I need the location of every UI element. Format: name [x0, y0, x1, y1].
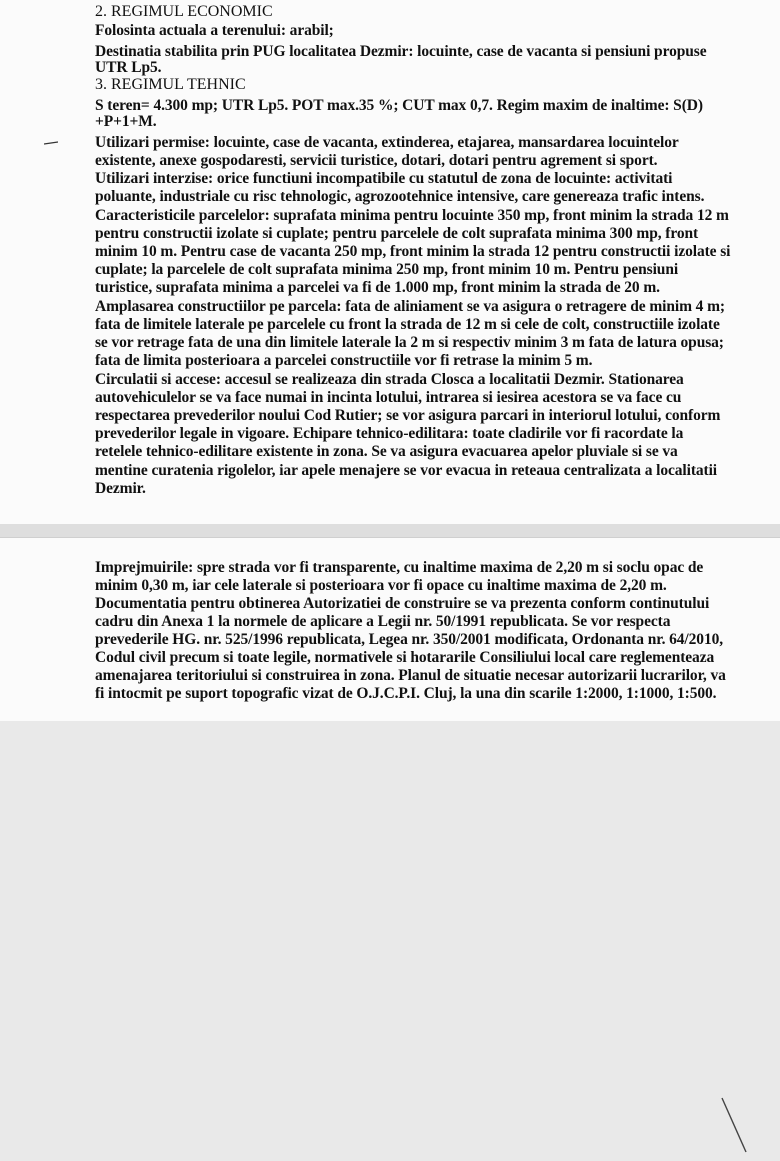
text-line: mentine curatenia rigolelor, iar apele menajere se vor evacua in reteaua centralizata a localitatii [95, 462, 718, 479]
text-line: Imprejmuirile: spre strada vor fi transparente, cu inaltime maxima de 2,20 m si soclu opac de [95, 559, 704, 576]
text-line: amenajarea teritoriului si construirea in zona. Planul de situatie necesar autorizarii lucrarilor, va [95, 667, 726, 684]
section-heading-technical: 3. REGIMUL TEHNIC [95, 76, 246, 93]
pen-mark [44, 141, 58, 144]
text-line: S teren= 4.300 mp; UTR Lp5. POT max.35 %; CUT max 0,7. Regim maxim de inaltime: S(D) [95, 97, 703, 114]
text-line: fata de limita posterioara a parcelei constructiile vor fi retrase la minim 5 m. [95, 352, 593, 369]
text-line: poluante, industriale cu risc tehnologic, agrozootehnice intensive, care genereaza trafic intens. [95, 188, 705, 205]
text-line: Caracteristicile parcelelor: suprafata minima pentru locuinte 350 mp, front minim la strada 12 m [95, 207, 729, 224]
text-line: cadru din Anexa 1 la normele de aplicare a Legii nr. 50/1991 republicata. Se vor respecta [95, 613, 671, 630]
text-line: minim 10 m. Pentru case de vacanta 250 mp, front minim la strada 12 pentru constructii izolate si [95, 243, 731, 260]
text-line: Documentatia pentru obtinerea Autorizatiei de construire se va prezenta conform continutului [95, 595, 710, 612]
text-line: Utilizari interzise: orice functiuni incompatibile cu statutul de zona de locuinte: activitati [95, 170, 673, 187]
text-line: Amplasarea constructiilor pe parcela: fata de aliniament se va asigura o retragere de minim 4 m; [95, 298, 725, 315]
text-line: Circulatii si accese: accesul se realizeaza din strada Closca a localitatii Dezmir. Stationarea [95, 371, 684, 388]
text-line: Folosinta actuala a terenului: arabil; [95, 22, 334, 39]
text-line: respectarea prevederilor noului Cod Rutier; se vor asigura parcari in interiorul lotului, conform [95, 407, 721, 424]
text-line: prevederilor legale in vigoare. Echipare tehnico-edilitara: toate cladirile vor fi racordate la [95, 425, 684, 442]
document-page-top [0, 0, 780, 525]
text-line: autovehiculelor se va face numai in incinta lotului, intrarea si iesirea acestora se va face cu [95, 389, 682, 406]
page-gap [0, 524, 780, 537]
text-line: existente, anexe gospodaresti, servicii turistice, dotari, dotari pentru agrement si sport. [95, 152, 658, 169]
text-line: se vor retrage fata de una din limitele laterale la 2 m si respectiv minim 3 m fata de latura opusa; [95, 334, 724, 351]
text-line: fata de limitele laterale pe parcelele cu front la strada de 12 m si cele de colt, constructiile izolate [95, 316, 720, 333]
text-line: Destinatia stabilita prin PUG localitatea Dezmir: locuinte, case de vacanta si pensiuni propuse [95, 43, 707, 60]
text-line: pentru constructii izolate si cuplate; pentru parcelele de colt suprafata minima 300 mp, front [95, 225, 699, 242]
text-line: Dezmir. [95, 480, 146, 497]
section-heading-economic: 2. REGIMUL ECONOMIC [95, 3, 273, 20]
pen-stroke [720, 1096, 750, 1161]
text-line: +P+1+M. [95, 113, 157, 130]
text-line: UTR Lp5. [95, 59, 162, 76]
text-line: retelele tehnico-edilitare existente in zona. Se va asigura evacuarea apelor pluviale si se va [95, 443, 678, 460]
text-line: cuplate; la parcelele de colt suprafata minima 250 mp, front minim 10 m. Pentru pensiuni [95, 261, 679, 278]
text-line: turistice, suprafata minima a parcelei va fi de 1.000 mp, front minim la strada de 20 m. [95, 279, 660, 296]
text-line: minim 0,30 m, iar cele laterale si posterioara vor fi opace cu inaltime maxima de 2,20 m. [95, 577, 667, 594]
text-line: Utilizari permise: locuinte, case de vacanta, extinderea, etajarea, mansardarea locuintelor [95, 134, 679, 151]
document-page-bottom [0, 537, 780, 721]
text-line: prevederile HG. nr. 525/1996 republicata, Legea nr. 350/2001 modificata, Ordonanta nr. 64/2010, [95, 631, 724, 648]
text-line: fi intocmit pe suport topografic vizat de O.J.C.P.I. Cluj, la una din scarile 1:2000, 1:1000, 1:500. [95, 685, 717, 702]
text-line: Codul civil precum si toate legile, normativele si hotararile Consiliului local care reglementeaza [95, 649, 715, 666]
